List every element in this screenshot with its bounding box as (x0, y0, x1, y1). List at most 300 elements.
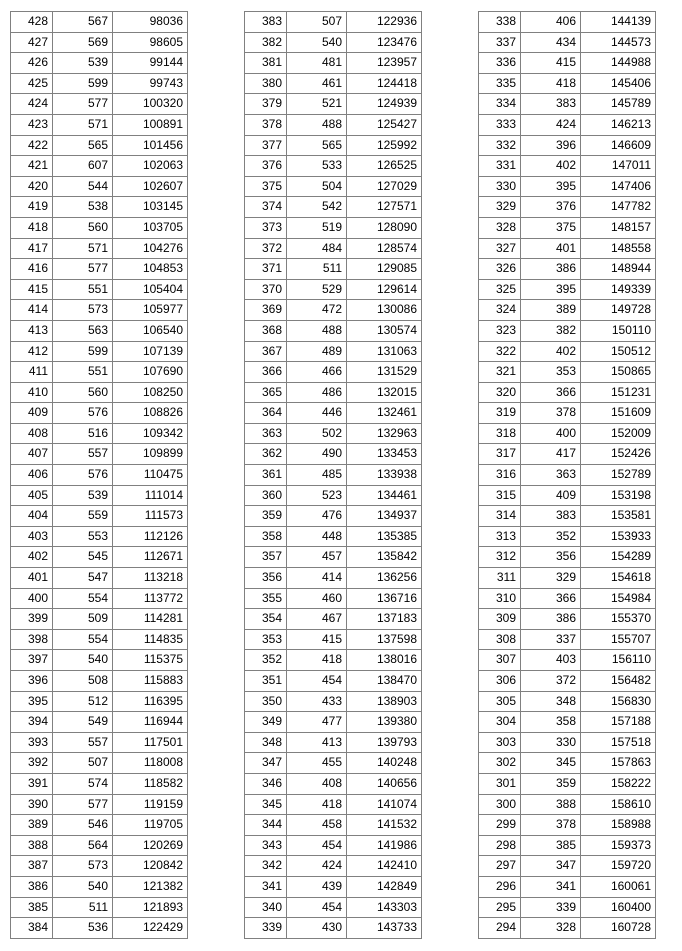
count-cell: 521 (287, 94, 347, 115)
table-row (11, 259, 188, 280)
count-cell: 504 (287, 176, 347, 197)
count-cell: 573 (53, 300, 113, 321)
table-row (11, 876, 188, 897)
count-cell: 454 (287, 897, 347, 918)
count-cell: 418 (287, 650, 347, 671)
count-cell: 574 (53, 773, 113, 794)
count-cell: 490 (287, 444, 347, 465)
cumulative-cell: 130574 (347, 320, 422, 341)
score-cell: 405 (11, 485, 53, 506)
table-row (11, 506, 188, 527)
cumulative-cell: 144139 (581, 12, 656, 33)
table-row (479, 53, 656, 74)
cumulative-cell: 126525 (347, 156, 422, 177)
table-row (479, 135, 656, 156)
table-row (479, 856, 656, 877)
score-cell: 342 (245, 856, 287, 877)
score-cell: 366 (245, 362, 287, 383)
count-cell: 385 (521, 835, 581, 856)
cumulative-cell: 149728 (581, 300, 656, 321)
cumulative-cell: 125992 (347, 135, 422, 156)
cumulative-cell: 150512 (581, 341, 656, 362)
cumulative-cell: 152426 (581, 444, 656, 465)
count-cell: 386 (521, 609, 581, 630)
cumulative-cell: 122936 (347, 12, 422, 33)
table-row (245, 94, 422, 115)
cumulative-cell: 153198 (581, 485, 656, 506)
table-row (245, 362, 422, 383)
table-row (11, 588, 188, 609)
cumulative-cell: 131529 (347, 362, 422, 383)
cumulative-cell: 114281 (113, 609, 188, 630)
table-row (479, 547, 656, 568)
count-cell: 345 (521, 753, 581, 774)
cumulative-cell: 103705 (113, 217, 188, 238)
score-cell: 408 (11, 423, 53, 444)
cumulative-cell: 134461 (347, 485, 422, 506)
cumulative-cell: 147011 (581, 156, 656, 177)
count-cell: 383 (521, 94, 581, 115)
count-cell: 484 (287, 238, 347, 259)
score-cell: 396 (11, 671, 53, 692)
score-cell: 393 (11, 732, 53, 753)
table-row (479, 526, 656, 547)
cumulative-cell: 141074 (347, 794, 422, 815)
cumulative-cell: 137598 (347, 629, 422, 650)
score-cell: 331 (479, 156, 521, 177)
score-cell: 397 (11, 650, 53, 671)
cumulative-cell: 99743 (113, 73, 188, 94)
count-cell: 378 (521, 403, 581, 424)
cumulative-cell: 152009 (581, 423, 656, 444)
count-cell: 507 (287, 12, 347, 33)
score-cell: 392 (11, 753, 53, 774)
count-cell: 545 (53, 547, 113, 568)
score-cell: 315 (479, 485, 521, 506)
cumulative-cell: 127029 (347, 176, 422, 197)
score-cell: 427 (11, 32, 53, 53)
table-row (479, 94, 656, 115)
cumulative-cell: 155707 (581, 629, 656, 650)
score-cell: 344 (245, 815, 287, 836)
count-cell: 337 (521, 629, 581, 650)
cumulative-cell: 108826 (113, 403, 188, 424)
count-cell: 576 (53, 465, 113, 486)
count-cell: 542 (287, 197, 347, 218)
score-cell: 334 (479, 94, 521, 115)
table-row (479, 114, 656, 135)
score-cell: 383 (245, 12, 287, 33)
score-cell: 294 (479, 918, 521, 939)
count-cell: 467 (287, 609, 347, 630)
table-row (11, 753, 188, 774)
score-cell: 345 (245, 794, 287, 815)
score-cell: 388 (11, 835, 53, 856)
count-cell: 386 (521, 259, 581, 280)
table-row (245, 918, 422, 939)
score-cell: 362 (245, 444, 287, 465)
count-cell: 554 (53, 629, 113, 650)
count-cell: 424 (287, 856, 347, 877)
count-cell: 363 (521, 465, 581, 486)
count-cell: 413 (287, 732, 347, 753)
count-cell: 507 (53, 753, 113, 774)
table-row (479, 568, 656, 589)
table-row (479, 32, 656, 53)
table-row (479, 403, 656, 424)
cumulative-cell: 130086 (347, 300, 422, 321)
table-row (245, 691, 422, 712)
count-cell: 434 (521, 32, 581, 53)
count-cell: 341 (521, 876, 581, 897)
cumulative-cell: 154289 (581, 547, 656, 568)
score-cell: 402 (11, 547, 53, 568)
cumulative-cell: 151231 (581, 382, 656, 403)
count-cell: 539 (53, 485, 113, 506)
count-cell: 454 (287, 835, 347, 856)
count-cell: 415 (521, 53, 581, 74)
count-cell: 571 (53, 114, 113, 135)
cumulative-cell: 108250 (113, 382, 188, 403)
table-row (11, 53, 188, 74)
table-row (479, 300, 656, 321)
count-cell: 366 (521, 588, 581, 609)
table-row (11, 773, 188, 794)
cumulative-cell: 154618 (581, 568, 656, 589)
cumulative-cell: 128090 (347, 217, 422, 238)
score-cell: 391 (11, 773, 53, 794)
cumulative-cell: 146213 (581, 114, 656, 135)
cumulative-cell: 117501 (113, 732, 188, 753)
cumulative-cell: 101456 (113, 135, 188, 156)
cumulative-cell: 160728 (581, 918, 656, 939)
score-cell: 424 (11, 94, 53, 115)
count-cell: 466 (287, 362, 347, 383)
count-cell: 409 (521, 485, 581, 506)
cumulative-cell: 102607 (113, 176, 188, 197)
table-row (479, 259, 656, 280)
cumulative-cell: 142410 (347, 856, 422, 877)
table-row (245, 300, 422, 321)
cumulative-cell: 153933 (581, 526, 656, 547)
cumulative-cell: 158222 (581, 773, 656, 794)
count-cell: 565 (53, 135, 113, 156)
table-row (245, 732, 422, 753)
table-row (479, 12, 656, 33)
count-cell: 408 (287, 773, 347, 794)
count-cell: 366 (521, 382, 581, 403)
cumulative-cell: 111573 (113, 506, 188, 527)
score-cell: 371 (245, 259, 287, 280)
cumulative-cell: 120842 (113, 856, 188, 877)
count-cell: 352 (521, 526, 581, 547)
score-cell: 370 (245, 279, 287, 300)
table-row (245, 897, 422, 918)
score-cell: 426 (11, 53, 53, 74)
cumulative-cell: 138903 (347, 691, 422, 712)
cumulative-cell: 106540 (113, 320, 188, 341)
cumulative-cell: 98036 (113, 12, 188, 33)
count-cell: 516 (53, 423, 113, 444)
score-cell: 318 (479, 423, 521, 444)
count-cell: 544 (53, 176, 113, 197)
count-cell: 486 (287, 382, 347, 403)
score-cell: 417 (11, 238, 53, 259)
table-row (245, 156, 422, 177)
count-cell: 511 (53, 897, 113, 918)
count-cell: 439 (287, 876, 347, 897)
score-cell: 323 (479, 320, 521, 341)
table-row (245, 73, 422, 94)
count-cell: 576 (53, 403, 113, 424)
score-cell: 369 (245, 300, 287, 321)
cumulative-cell: 133453 (347, 444, 422, 465)
score-cell: 303 (479, 732, 521, 753)
table-row (479, 485, 656, 506)
count-cell: 540 (53, 876, 113, 897)
cumulative-cell: 146609 (581, 135, 656, 156)
count-cell: 533 (287, 156, 347, 177)
table-row (11, 794, 188, 815)
cumulative-cell: 113772 (113, 588, 188, 609)
score-cell: 382 (245, 32, 287, 53)
cumulative-cell: 139793 (347, 732, 422, 753)
count-cell: 446 (287, 403, 347, 424)
score-cell: 365 (245, 382, 287, 403)
count-cell: 564 (53, 835, 113, 856)
cumulative-cell: 142849 (347, 876, 422, 897)
cumulative-cell: 128574 (347, 238, 422, 259)
score-cell: 319 (479, 403, 521, 424)
cumulative-cell: 157518 (581, 732, 656, 753)
table-row (11, 197, 188, 218)
cumulative-cell: 129085 (347, 259, 422, 280)
cumulative-cell: 132963 (347, 423, 422, 444)
score-cell: 300 (479, 794, 521, 815)
cumulative-cell: 143303 (347, 897, 422, 918)
score-cell: 384 (11, 918, 53, 939)
count-cell: 395 (521, 176, 581, 197)
cumulative-cell: 123957 (347, 53, 422, 74)
score-cell: 423 (11, 114, 53, 135)
cumulative-cell: 107690 (113, 362, 188, 383)
count-cell: 376 (521, 197, 581, 218)
cumulative-cell: 143733 (347, 918, 422, 939)
cumulative-cell: 144988 (581, 53, 656, 74)
table-row (479, 835, 656, 856)
score-cell: 376 (245, 156, 287, 177)
cumulative-cell: 134937 (347, 506, 422, 527)
table-row (479, 423, 656, 444)
table-row (245, 526, 422, 547)
score-cell: 298 (479, 835, 521, 856)
count-cell: 488 (287, 320, 347, 341)
cumulative-cell: 133938 (347, 465, 422, 486)
count-cell: 460 (287, 588, 347, 609)
score-cell: 354 (245, 609, 287, 630)
cumulative-cell: 135385 (347, 526, 422, 547)
score-cell: 324 (479, 300, 521, 321)
table-row (245, 815, 422, 836)
score-cell: 413 (11, 320, 53, 341)
table-row (479, 362, 656, 383)
count-cell: 481 (287, 53, 347, 74)
table-row (245, 465, 422, 486)
table-row (11, 465, 188, 486)
count-cell: 396 (521, 135, 581, 156)
score-cell: 317 (479, 444, 521, 465)
cumulative-cell: 138470 (347, 671, 422, 692)
score-cell: 314 (479, 506, 521, 527)
table-row (245, 588, 422, 609)
count-cell: 403 (521, 650, 581, 671)
table-row (245, 279, 422, 300)
score-cell: 398 (11, 629, 53, 650)
cumulative-cell: 160400 (581, 897, 656, 918)
score-cell: 386 (11, 876, 53, 897)
cumulative-cell: 98605 (113, 32, 188, 53)
cumulative-cell: 124939 (347, 94, 422, 115)
table-row (245, 712, 422, 733)
cumulative-cell: 115375 (113, 650, 188, 671)
count-cell: 328 (521, 918, 581, 939)
count-cell: 359 (521, 773, 581, 794)
score-cell: 313 (479, 526, 521, 547)
table-row (11, 835, 188, 856)
score-cell: 399 (11, 609, 53, 630)
count-cell: 551 (53, 279, 113, 300)
score-cell: 350 (245, 691, 287, 712)
cumulative-cell: 155370 (581, 609, 656, 630)
table-row (245, 506, 422, 527)
table-row (245, 794, 422, 815)
count-cell: 401 (521, 238, 581, 259)
count-cell: 472 (287, 300, 347, 321)
count-cell: 358 (521, 712, 581, 733)
count-cell: 454 (287, 671, 347, 692)
cumulative-cell: 141532 (347, 815, 422, 836)
score-cell: 311 (479, 568, 521, 589)
table-row (11, 732, 188, 753)
count-cell: 402 (521, 156, 581, 177)
count-cell: 476 (287, 506, 347, 527)
count-cell: 339 (521, 897, 581, 918)
cumulative-cell: 105404 (113, 279, 188, 300)
score-table-1 (10, 11, 188, 939)
table-row (11, 897, 188, 918)
table-row (245, 53, 422, 74)
table-row (245, 629, 422, 650)
score-cell: 341 (245, 876, 287, 897)
table-row (479, 217, 656, 238)
table-row (245, 32, 422, 53)
count-cell: 577 (53, 259, 113, 280)
score-cell: 333 (479, 114, 521, 135)
cumulative-cell: 121893 (113, 897, 188, 918)
count-cell: 348 (521, 691, 581, 712)
count-cell: 565 (287, 135, 347, 156)
cumulative-cell: 131063 (347, 341, 422, 362)
table-row (11, 485, 188, 506)
table-row (245, 320, 422, 341)
score-cell: 358 (245, 526, 287, 547)
table-row (11, 238, 188, 259)
count-cell: 560 (53, 217, 113, 238)
count-cell: 557 (53, 444, 113, 465)
count-cell: 383 (521, 506, 581, 527)
score-cell: 337 (479, 32, 521, 53)
table-row (11, 568, 188, 589)
score-cell: 361 (245, 465, 287, 486)
score-cell: 412 (11, 341, 53, 362)
table-row (479, 320, 656, 341)
score-cell: 329 (479, 197, 521, 218)
table-row (479, 732, 656, 753)
count-cell: 551 (53, 362, 113, 383)
cumulative-cell: 116944 (113, 712, 188, 733)
count-cell: 567 (53, 12, 113, 33)
table-row (245, 444, 422, 465)
table-row (11, 32, 188, 53)
count-cell: 382 (521, 320, 581, 341)
cumulative-cell: 119159 (113, 794, 188, 815)
score-cell: 346 (245, 773, 287, 794)
table-row (479, 341, 656, 362)
score-cell: 404 (11, 506, 53, 527)
score-cell: 321 (479, 362, 521, 383)
score-cell: 330 (479, 176, 521, 197)
count-cell: 557 (53, 732, 113, 753)
table-row (245, 856, 422, 877)
score-cell: 367 (245, 341, 287, 362)
score-cell: 363 (245, 423, 287, 444)
score-cell: 411 (11, 362, 53, 383)
table-row (479, 444, 656, 465)
count-cell: 599 (53, 73, 113, 94)
table-row (11, 547, 188, 568)
cumulative-cell: 145789 (581, 94, 656, 115)
cumulative-cell: 110475 (113, 465, 188, 486)
cumulative-cell: 151609 (581, 403, 656, 424)
count-cell: 329 (521, 568, 581, 589)
count-cell: 547 (53, 568, 113, 589)
table-row (245, 114, 422, 135)
cumulative-cell: 156110 (581, 650, 656, 671)
score-cell: 328 (479, 217, 521, 238)
count-cell: 577 (53, 94, 113, 115)
score-cell: 379 (245, 94, 287, 115)
score-cell: 320 (479, 382, 521, 403)
score-table-2 (244, 11, 422, 939)
table-row (479, 691, 656, 712)
cumulative-cell: 104853 (113, 259, 188, 280)
cumulative-cell: 136716 (347, 588, 422, 609)
score-table-3 (478, 11, 656, 939)
score-cell: 414 (11, 300, 53, 321)
cumulative-cell: 100320 (113, 94, 188, 115)
score-cell: 299 (479, 815, 521, 836)
count-cell: 457 (287, 547, 347, 568)
score-cell: 356 (245, 568, 287, 589)
score-cell: 326 (479, 259, 521, 280)
cumulative-cell: 129614 (347, 279, 422, 300)
table-row (11, 609, 188, 630)
table-row (479, 629, 656, 650)
table-row (11, 712, 188, 733)
table-row (479, 238, 656, 259)
score-cell: 306 (479, 671, 521, 692)
table-row (11, 382, 188, 403)
